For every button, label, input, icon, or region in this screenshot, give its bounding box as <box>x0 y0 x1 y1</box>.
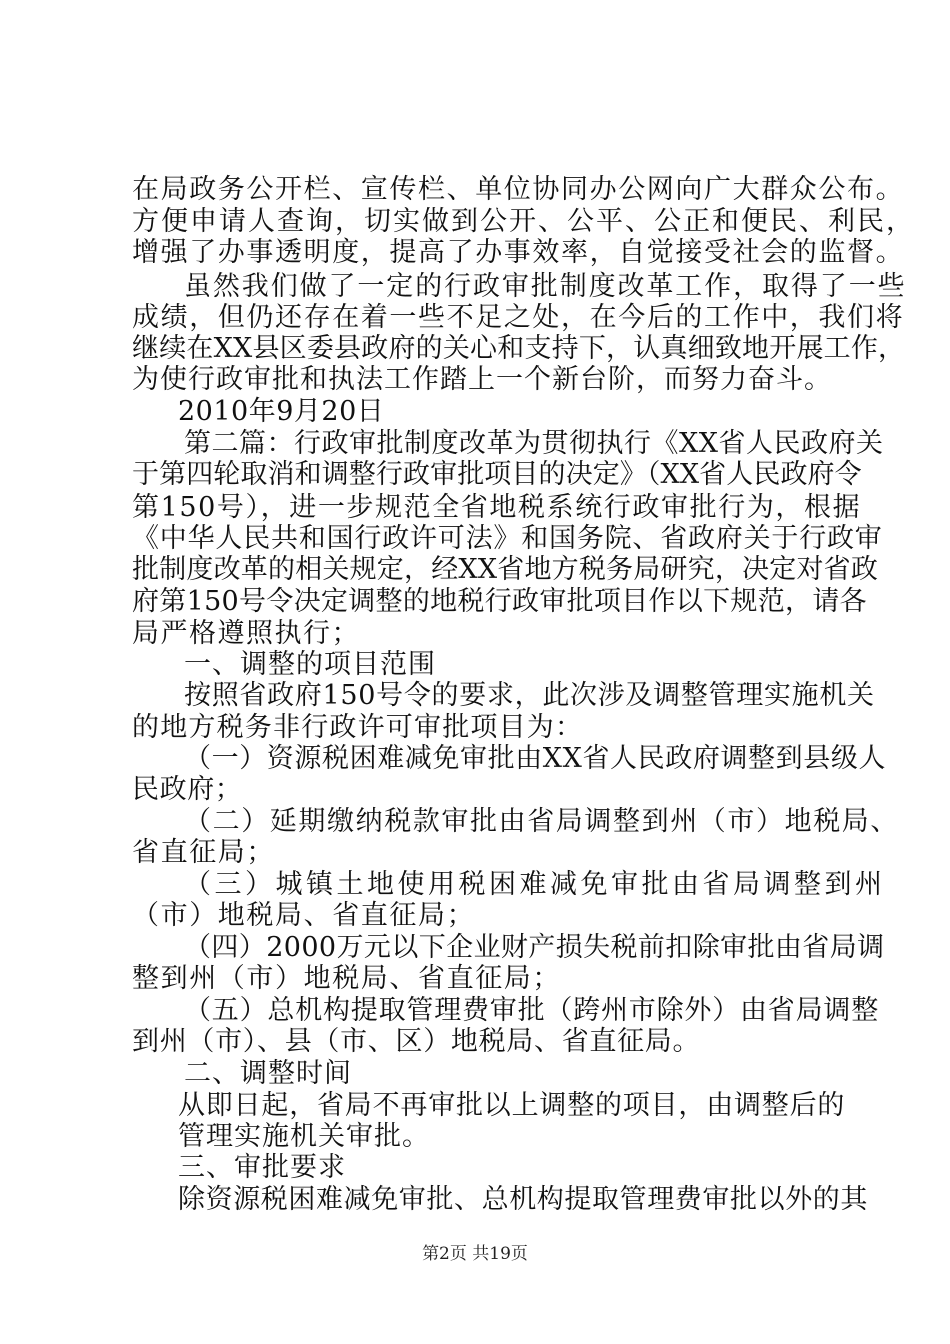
body-line: 整到州（市）地税局、省直征局； <box>132 963 561 994</box>
body-line: 的地方税务非行政许可审批项目为： <box>132 712 584 743</box>
body-line: 到州（市）、县（市、区）地税局、省直征局。 <box>132 1026 701 1057</box>
body-line: （四）2000万元以下企业财产损失税前扣除审批由省局调 <box>184 932 885 963</box>
body-line: 民政府； <box>132 774 243 805</box>
body-line: 方便申请人查询，切实做到公开、公平、公正和便民、利民， <box>132 206 915 237</box>
body-line: 局严格遵照执行； <box>132 618 360 649</box>
page-number: 第2页 共19页 <box>422 1244 528 1264</box>
body-line: （三）城镇土地使用税困难减免审批由省局调整到州 <box>184 869 886 900</box>
body-line: 增强了办事透明度，提高了办事效率，自觉接受社会的监督。 <box>132 237 905 268</box>
body-line: 成绩，但仍还存在着一些不足之处，在今后的工作中，我们将 <box>132 302 905 333</box>
body-line: （五）总机构提取管理费审批（跨州市除外）由省局调整 <box>184 995 879 1026</box>
body-line: 2010年9月20日 <box>178 396 385 427</box>
section-heading: 三、审批要求 <box>178 1152 346 1183</box>
body-line: （市）地税局、省直征局； <box>132 900 476 931</box>
section-heading: 一、调整的项目范围 <box>184 649 436 680</box>
body-line: 继续在XX县区委县政府的关心和支持下，认真细致地开展工作， <box>132 333 906 364</box>
body-line: 除资源税困难减免审批、总机构提取管理费审批以外的其 <box>178 1184 868 1215</box>
body-line: （二）延期缴纳税款审批由省局调整到州（市）地税局、 <box>184 806 899 837</box>
body-line: 批制度改革的相关规定，经XX省地方税务局研究，决定对省政 <box>132 554 879 585</box>
body-line: （一）资源税困难减免审批由XX省人民政府调整到县级人 <box>184 743 887 774</box>
body-line: 于第四轮取消和调整行政审批项目的决定》（XX省人民政府令 <box>132 459 862 490</box>
body-line: 府第150号令决定调整的地税行政审批项目作以下规范，请各 <box>132 586 867 617</box>
body-line: 第150号），进一步规范全省地税系统行政审批行为，根据 <box>132 492 862 523</box>
body-line: 从即日起，省局不再审批以上调整的项目，由调整后的 <box>178 1090 846 1121</box>
body-line: 按照省政府150号令的要求，此次涉及调整管理实施机关 <box>184 680 875 711</box>
section-heading: 二、调整时间 <box>184 1058 352 1089</box>
body-line: 《中华人民共和国行政许可法》和国务院、省政府关于行政审 <box>132 523 883 554</box>
body-line: 省直征局； <box>132 837 275 868</box>
body-line: 管理实施机关审批。 <box>178 1121 430 1152</box>
body-line: 第二篇：行政审批制度改革为贯彻执行《XX省人民政府关 <box>184 428 884 459</box>
body-line: 在局政务公开栏、宣传栏、单位协同办公网向广大群众公布。 <box>132 174 905 205</box>
body-line: 为使行政审批和执法工作踏上一个新台阶，而努力奋斗。 <box>132 364 832 395</box>
body-line: 虽然我们做了一定的行政审批制度改革工作，取得了一些 <box>184 271 907 302</box>
